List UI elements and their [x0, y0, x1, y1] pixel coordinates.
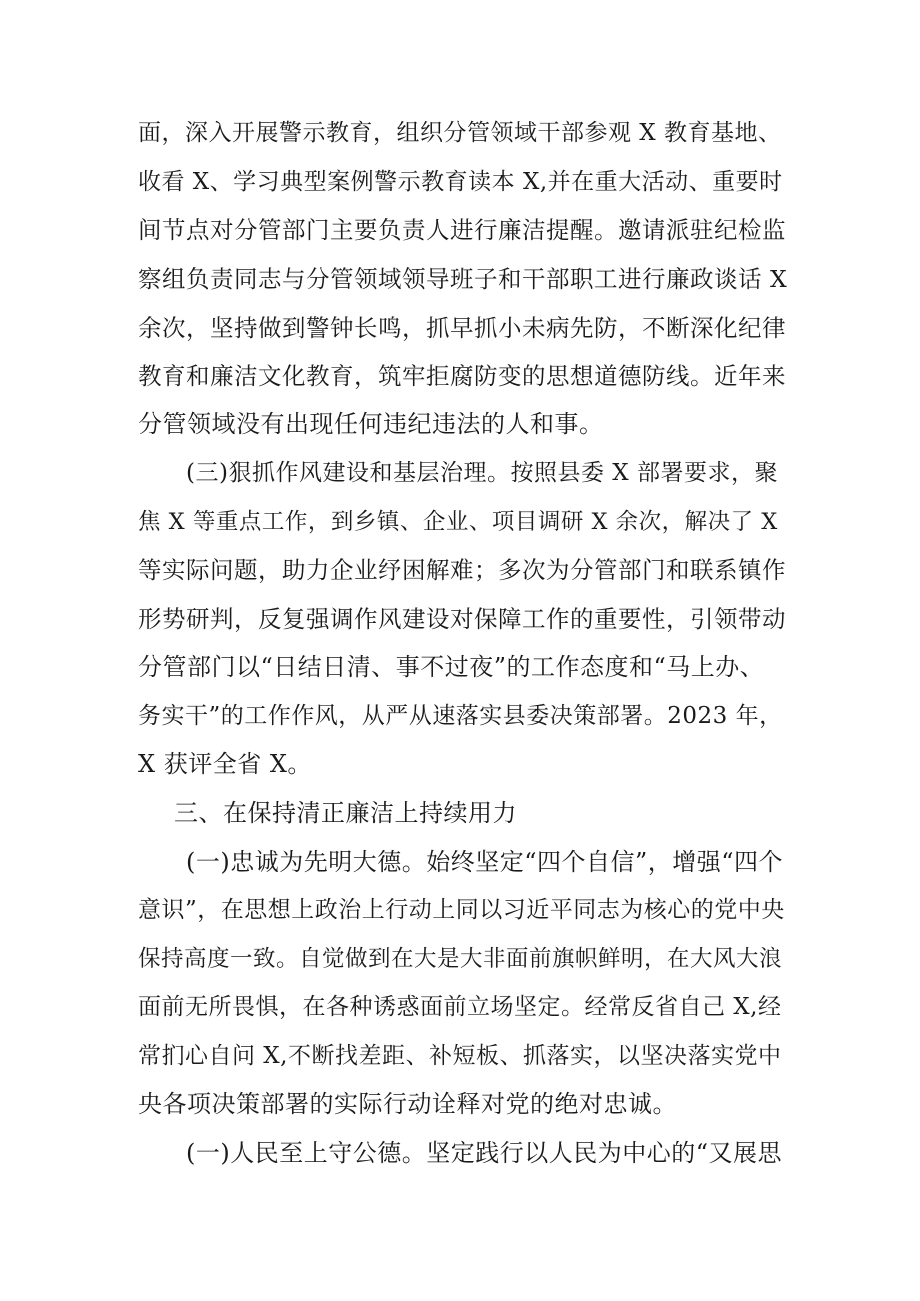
- paragraph-line: 焦 X 等重点工作，到乡镇、企业、项目调研 X 余次，解决了 X: [138, 509, 778, 535]
- paragraph-line: 面前无所畏惧，在各种诱惑面前立场坚定。经常反省自己 X,经: [138, 994, 782, 1020]
- paragraph-line: (三)狠抓作风建设和基层治理。按照县委 X 部署要求，聚: [186, 460, 778, 486]
- paragraph-line: (一)忠诚为先明大德。始终坚定“四个自信”，增强“四个: [186, 848, 784, 876]
- paragraph-line: 常扪心自问 X,不断找差距、补短板、抓落实，以坚决落实党中: [138, 1043, 782, 1069]
- paragraph-line: 形势研判，反复强调作风建设对保障工作的重要性，引领带动: [138, 605, 786, 633]
- paragraph-line: 余次，坚持做到警钟长鸣，抓早抓小未病先防，不断深化纪律: [138, 314, 786, 342]
- section-heading: 三、在保持清正廉洁上持续用力: [174, 799, 517, 827]
- paragraph-line: 间节点对分管部门主要负责人进行廉洁提醒。邀请派驻纪检监: [138, 216, 786, 244]
- paragraph-line: 收看 X、学习典型案例警示教育读本 X,并在重大活动、重要时: [138, 169, 783, 195]
- paragraph-line: 分管领域没有出现任何违纪违法的人和事。: [138, 410, 604, 438]
- paragraph-line: 等实际问题，助力企业纾困解难；多次为分管部门和联系镇作: [138, 556, 786, 584]
- paragraph-line: 央各项决策部署的实际行动诠释对党的绝对忠诚。: [138, 1090, 677, 1118]
- paragraph-line: X 获评全省 X。: [138, 750, 312, 778]
- paragraph-line: 务实干”的工作作风，从严从速落实县委决策部署。2023 年，: [138, 703, 783, 729]
- paragraph-line: 保持高度一致。自觉做到在大是大非面前旗帜鲜明，在大风大浪: [138, 946, 783, 972]
- paragraph-line: 分管部门以“日结日清、事不过夜”的工作态度和“马上办、: [138, 653, 765, 681]
- paragraph-line: 察组负责同志与分管领域领导班子和干部职工进行廉政谈话 X: [138, 265, 788, 293]
- paragraph-line: (一)人民至上守公德。坚定践行以人民为中心的“又展思: [186, 1139, 782, 1167]
- paragraph-line: 意识”，在思想上政治上行动上同以习近平同志为核心的党中央: [138, 897, 785, 923]
- paragraph-line: 教育和廉洁文化教育，筑牢拒腐防变的思想道德防线。近年来: [138, 362, 786, 390]
- paragraph-line: 面，深入开展警示教育，组织分管领域干部参观 X 教育基地、: [138, 120, 782, 146]
